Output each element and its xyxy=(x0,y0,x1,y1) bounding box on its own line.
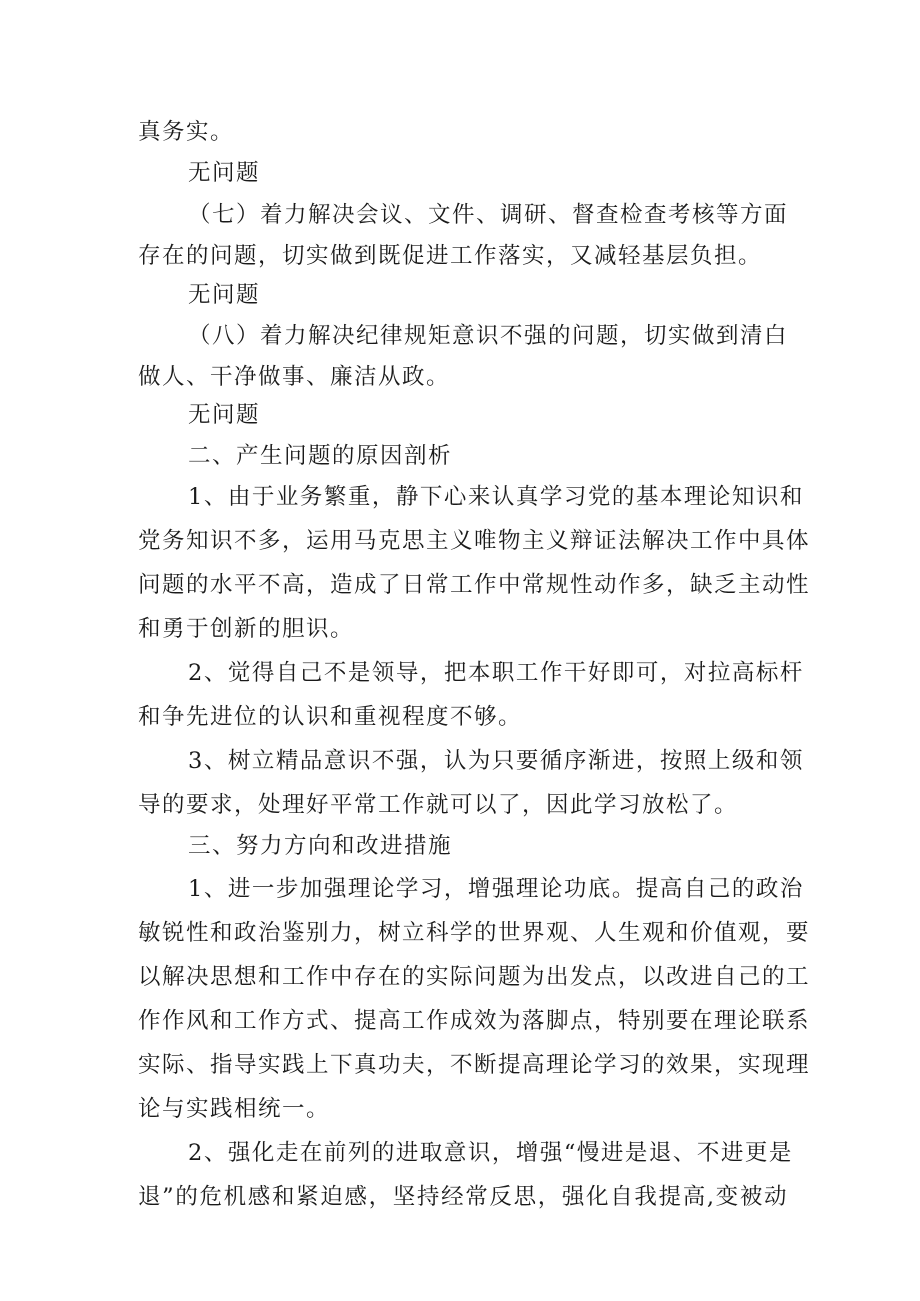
text-line: 真务实。 xyxy=(138,119,235,145)
text-line: 存在的问题，切实做到既促进工作落实，又减轻基层负担。 xyxy=(138,243,763,269)
text-line: 无问题 xyxy=(188,160,261,186)
text-line: 党务知识不多，运用马克思主义唯物主义辩证法解决工作中具体 xyxy=(138,528,811,554)
text-line: 问题的水平不高，造成了日常工作中常规性动作多，缺乏主动性 xyxy=(138,572,811,598)
text-line: 2、强化走在前列的进取意识，增强“慢进是退、不进更是 xyxy=(188,1140,793,1166)
text-line: 导的要求，处理好平常工作就可以了，因此学习放松了。 xyxy=(138,792,739,818)
text-line: 退”的危机感和紧迫感，坚持经常反思，强化自我提高,变被动 xyxy=(138,1184,788,1210)
text-line: 敏锐性和政治鉴别力，树立科学的世界观、人生观和价值观，要 xyxy=(138,920,811,946)
text-line: （七）着力解决会议、文件、调研、督查检查考核等方面 xyxy=(188,202,789,228)
text-line: 3、树立精品意识不强，认为只要循序渐进，按照上级和领 xyxy=(188,748,804,774)
text-line: 和勇于创新的胆识。 xyxy=(138,616,355,642)
text-line: 2、觉得自己不是领导，把本职工作干好即可，对拉高标杆 xyxy=(188,660,804,686)
section-heading: 三、努力方向和改进措施 xyxy=(188,833,453,859)
text-line: 1、由于业务繁重，静下心来认真学习党的基本理论知识和 xyxy=(188,484,804,510)
text-line: 作作风和工作方式、提高工作成效为落脚点，特别要在理论联系 xyxy=(138,1008,811,1034)
text-line: 做人、干净做事、廉洁从政。 xyxy=(138,364,451,390)
text-line: 论与实践相统一。 xyxy=(138,1096,331,1122)
text-line: 无问题 xyxy=(188,402,261,428)
section-heading: 二、产生问题的原因剖析 xyxy=(188,443,453,469)
text-line: （八）着力解决纪律规矩意识不强的问题，切实做到清白 xyxy=(188,323,789,349)
text-line: 和争先进位的认识和重视程度不够。 xyxy=(138,704,523,730)
text-line: 1、进一步加强理论学习，增强理论功底。提高自己的政治 xyxy=(188,876,804,902)
text-line: 实际、指导实践上下真功夫，不断提高理论学习的效果，实现理 xyxy=(138,1052,811,1078)
text-line: 以解决思想和工作中存在的实际问题为出发点，以改进自己的工 xyxy=(138,964,811,990)
text-line: 无问题 xyxy=(188,282,261,308)
